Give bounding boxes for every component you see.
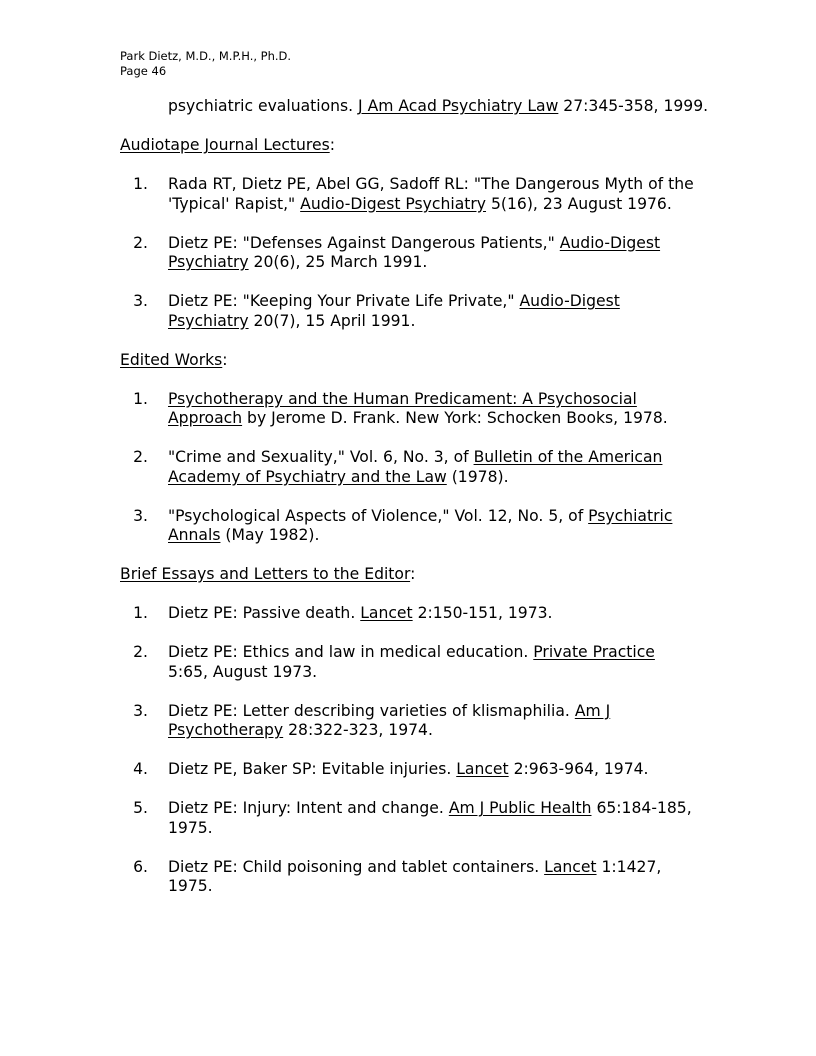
- item-number: 3.: [133, 701, 148, 720]
- item-publication: Lancet: [456, 760, 509, 778]
- list-item: [120, 175, 720, 214]
- document-body: [120, 97, 720, 897]
- item-number: 4.: [133, 760, 148, 778]
- item-text: Dietz PE: Ethics and law in medical education.: [168, 643, 534, 661]
- item-publication: Am J Psychotherapy: [168, 701, 611, 739]
- item-number: 3.: [133, 292, 148, 310]
- item-number: 1.: [133, 389, 148, 408]
- list-item: [120, 448, 720, 487]
- citation-text: 27:345-358, 1999.: [558, 97, 709, 115]
- item-text: by Jerome D. Frank. New York: Schocken Books, 1978.: [242, 409, 668, 427]
- item-number: 2.: [133, 448, 148, 466]
- citation-text: psychiatric evaluations.: [168, 97, 359, 115]
- citation-journal: J Am Acad Psychiatry Law: [358, 97, 559, 115]
- item-text: 5:65, August 1973.: [168, 662, 318, 681]
- item-text: Dietz PE: Letter describing varieties of klismaphilia.: [168, 701, 575, 720]
- item-publication: Lancet: [360, 604, 413, 622]
- item-text: 5(16), 23 August 1976.: [486, 194, 672, 213]
- list-item: [120, 858, 720, 897]
- item-number: 3.: [133, 506, 148, 525]
- list-item: [120, 507, 720, 546]
- item-publication: Psychotherapy and the Human Predicament: A Psychosocial Approach: [168, 389, 637, 427]
- list-item: [120, 234, 720, 273]
- item-number: 2.: [133, 643, 148, 661]
- item-text: 28:322-323, 1974.: [283, 721, 433, 739]
- item-text: 2:150-151, 1973.: [412, 604, 553, 622]
- item-text: 2:963-964, 1974.: [508, 760, 649, 778]
- section-title: Audiotape Journal Lectures: [120, 136, 330, 154]
- list-item: [120, 799, 720, 838]
- item-publication: Bulletin of the American Academy of Psychiatry and the Law: [168, 448, 663, 486]
- list-item: [120, 702, 720, 741]
- item-number: 2.: [133, 233, 148, 252]
- section-title: Brief Essays and Letters to the Editor: [120, 565, 411, 583]
- item-text: 1:1427, 1975.: [168, 857, 662, 895]
- item-number: 5.: [133, 799, 148, 817]
- item-number: 1.: [133, 175, 148, 193]
- list-item: [120, 760, 720, 780]
- item-text: Dietz PE: "Defenses Against Dangerous Patients,": [168, 233, 560, 252]
- page-header: [120, 49, 291, 79]
- list-item: [120, 390, 720, 429]
- item-text: Dietz PE: Passive death.: [168, 604, 361, 622]
- continued-citation: [168, 97, 720, 117]
- item-number: 1.: [133, 604, 148, 622]
- header-author: Park Dietz, M.D., M.P.H., Ph.D.: [120, 49, 292, 63]
- item-text: Dietz PE: Injury: Intent and change.: [168, 799, 449, 817]
- item-text: Rada RT, Dietz PE, Abel GG, Sadoff RL: "The Dangerous Myth of the 'Typical' Rapist,": [168, 175, 694, 213]
- item-text: 20(6), 25 March 1991.: [248, 253, 428, 271]
- item-publication: Am J Public Health: [448, 799, 592, 817]
- section-heading-audiotape: Audiotape Journal Lectures:: [120, 136, 335, 154]
- item-publication: Lancet: [544, 857, 597, 876]
- header-page-number: Page 46: [120, 64, 167, 78]
- item-text: (May 1982).: [220, 526, 320, 544]
- item-text: "Crime and Sexuality," Vol. 6, No. 3, of: [168, 448, 474, 466]
- item-text: 20(7), 15 April 1991.: [248, 311, 416, 330]
- item-text: Dietz PE: Child poisoning and tablet containers.: [168, 857, 545, 876]
- item-publication: Audio-Digest Psychiatry: [168, 292, 620, 330]
- list-item: [120, 292, 720, 331]
- item-publication: Private Practice: [533, 643, 655, 661]
- section-heading-edited-works: Edited Works:: [120, 350, 228, 369]
- section-heading-brief-essays: Brief Essays and Letters to the Editor:: [120, 565, 416, 583]
- item-text: 65:184-185, 1975.: [168, 799, 692, 837]
- item-publication: Audio-Digest Psychiatry: [168, 233, 661, 271]
- item-number: 6.: [133, 857, 148, 876]
- list-item: [120, 604, 720, 624]
- list-item: [120, 643, 720, 682]
- item-text: "Psychological Aspects of Violence," Vol. 12, No. 5, of: [168, 506, 589, 525]
- item-publication: Psychiatric Annals: [168, 506, 673, 544]
- item-text: Dietz PE: "Keeping Your Private Life Private,": [168, 292, 520, 310]
- item-text: (1978).: [446, 467, 509, 486]
- item-text: Dietz PE, Baker SP: Evitable injuries.: [168, 760, 457, 778]
- section-title: Edited Works: [120, 350, 223, 369]
- item-publication: Audio-Digest Psychiatry: [300, 194, 487, 213]
